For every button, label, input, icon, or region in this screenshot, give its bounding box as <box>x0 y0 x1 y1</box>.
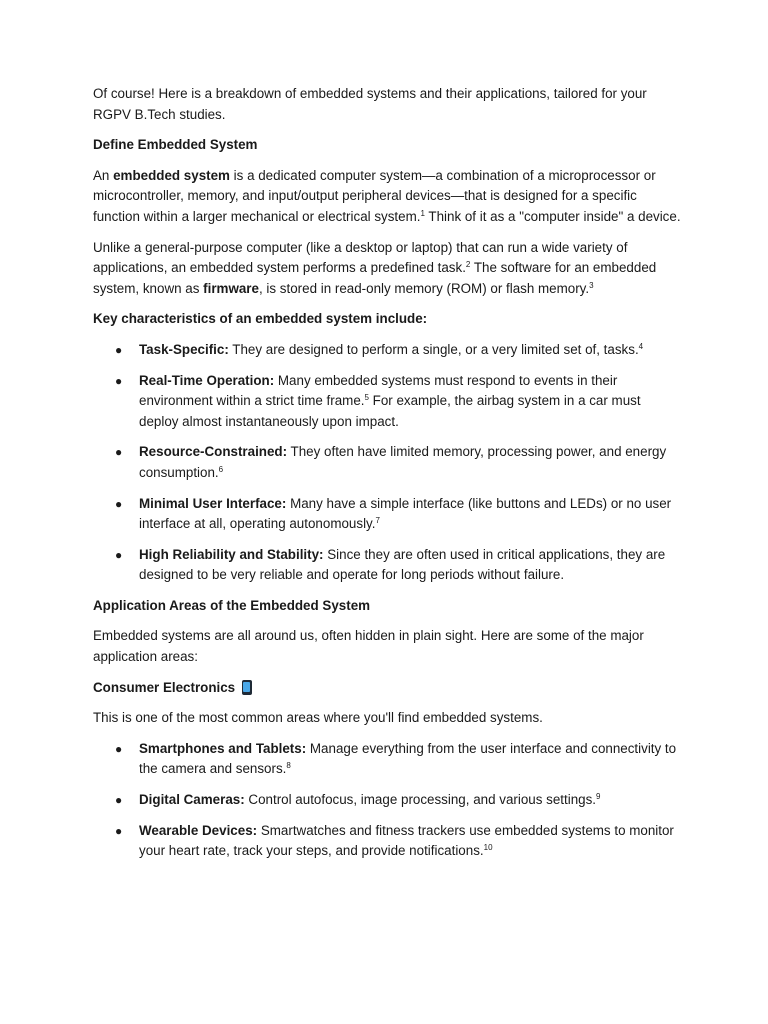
list-item <box>93 494 683 535</box>
def-p2-tail: , is stored in read-only memory (ROM) or flash memory. <box>258 280 590 296</box>
characteristics-list <box>93 340 683 586</box>
bullet-icon: ● <box>115 373 123 388</box>
applications-intro: Embedded systems are all around us, often hidden in plain sight. Here are some of the major application areas: <box>93 628 644 665</box>
applications-heading: Application Areas of the Embedded System <box>93 597 371 613</box>
footnote-ref: 5 <box>364 393 369 403</box>
list-item <box>93 790 683 811</box>
footnote-ref: 9 <box>596 792 601 802</box>
bullet-icon: ● <box>115 445 123 460</box>
item-label: Task-Specific: <box>139 341 229 357</box>
document-page <box>93 84 683 872</box>
item-label: Wearable Devices: <box>139 822 258 838</box>
item-text: Manage everything from the user interface and connectivity to the camera and sensors. <box>139 740 677 777</box>
term-embedded-system: embedded system <box>113 167 230 183</box>
item-label: Real-Time Operation: <box>139 372 275 388</box>
item-text: Many have a simple interface (like buttons and LEDs) or no user interface at all, operating autonomously. <box>139 495 672 532</box>
list-item <box>93 340 683 361</box>
list-item <box>93 545 683 586</box>
def-p1-body: is a dedicated computer system—a combination of a microprocessor or microcontroller, memory, and input/output peripheral devices—that is designed for a specific function within a larger mechanical or electrical system. <box>93 167 656 224</box>
item-text: Many embedded systems must respond to events in their environment within a strict time frame. <box>139 372 618 409</box>
item-label: High Reliability and Stability: <box>139 546 324 562</box>
consumer-electronics-heading <box>93 678 683 699</box>
definition-paragraph-2 <box>93 238 683 300</box>
define-heading: Define Embedded System <box>93 137 258 153</box>
bullet-icon: ● <box>115 793 123 808</box>
intro-paragraph: Of course! Here is a breakdown of embedded systems and their applications, tailored for your RGPV B.Tech studies. <box>93 86 647 122</box>
consumer-intro: This is one of the most common areas where you'll find embedded systems. <box>93 710 543 726</box>
characteristics-heading: Key characteristics of an embedded system include: <box>93 311 428 327</box>
footnote-ref: 2 <box>465 260 471 270</box>
def-p1-prefix: An <box>93 167 114 183</box>
item-text: They often have limited memory, processing power, and energy consumption. <box>139 444 667 480</box>
footnote-ref: 4 <box>638 341 644 351</box>
consumer-list <box>93 739 683 862</box>
list-item <box>93 442 683 483</box>
footnote-ref: 10 <box>483 843 493 853</box>
item-label: Smartphones and Tablets: <box>139 740 307 756</box>
def-p2-body: Unlike a general-purpose computer (like a desktop or laptop) that can run a wide variety of applications, an embedded system performs a predefined task. <box>93 239 628 276</box>
item-label: Digital Cameras: <box>139 792 245 808</box>
def-p2-mid: The software for an embedded system, known as <box>93 260 657 296</box>
bullet-icon: ● <box>115 547 123 562</box>
bullet-icon: ● <box>115 741 123 756</box>
bullet-icon: ● <box>115 342 123 357</box>
item-text: Control autofocus, image processing, and various settings. <box>244 792 597 808</box>
list-item <box>93 371 683 433</box>
item-label: Resource-Constrained: <box>139 444 288 460</box>
definition-paragraph-1 <box>93 166 683 228</box>
mobile-phone-icon <box>242 680 252 695</box>
consumer-heading-text: Consumer Electronics <box>93 679 236 695</box>
bullet-icon: ● <box>115 496 123 511</box>
list-item <box>93 739 683 780</box>
item-tail: For example, the airbag system in a car must deploy almost instantaneously upon impact. <box>139 393 641 429</box>
item-text: Smartwatches and fitness trackers use embedded systems to monitor your heart rate, track your steps, and provide notifications. <box>139 822 674 859</box>
item-text: They are designed to perform a single, or a very limited set of, tasks. <box>228 341 639 357</box>
item-label: Minimal User Interface: <box>139 495 287 511</box>
footnote-ref: 3 <box>589 280 594 290</box>
item-text: Since they are often used in critical applications, they are designed to be very reliable and operate for long periods without failure. <box>139 546 666 583</box>
footnote-ref: 7 <box>375 516 380 526</box>
footnote-ref: 1 <box>420 208 425 218</box>
footnote-ref: 6 <box>218 464 224 474</box>
bullet-icon: ● <box>115 823 123 838</box>
list-item <box>93 821 683 862</box>
term-firmware: firmware <box>203 280 259 296</box>
def-p1-tail: Think of it as a "computer inside" a device. <box>424 208 681 224</box>
footnote-ref: 8 <box>286 761 291 771</box>
